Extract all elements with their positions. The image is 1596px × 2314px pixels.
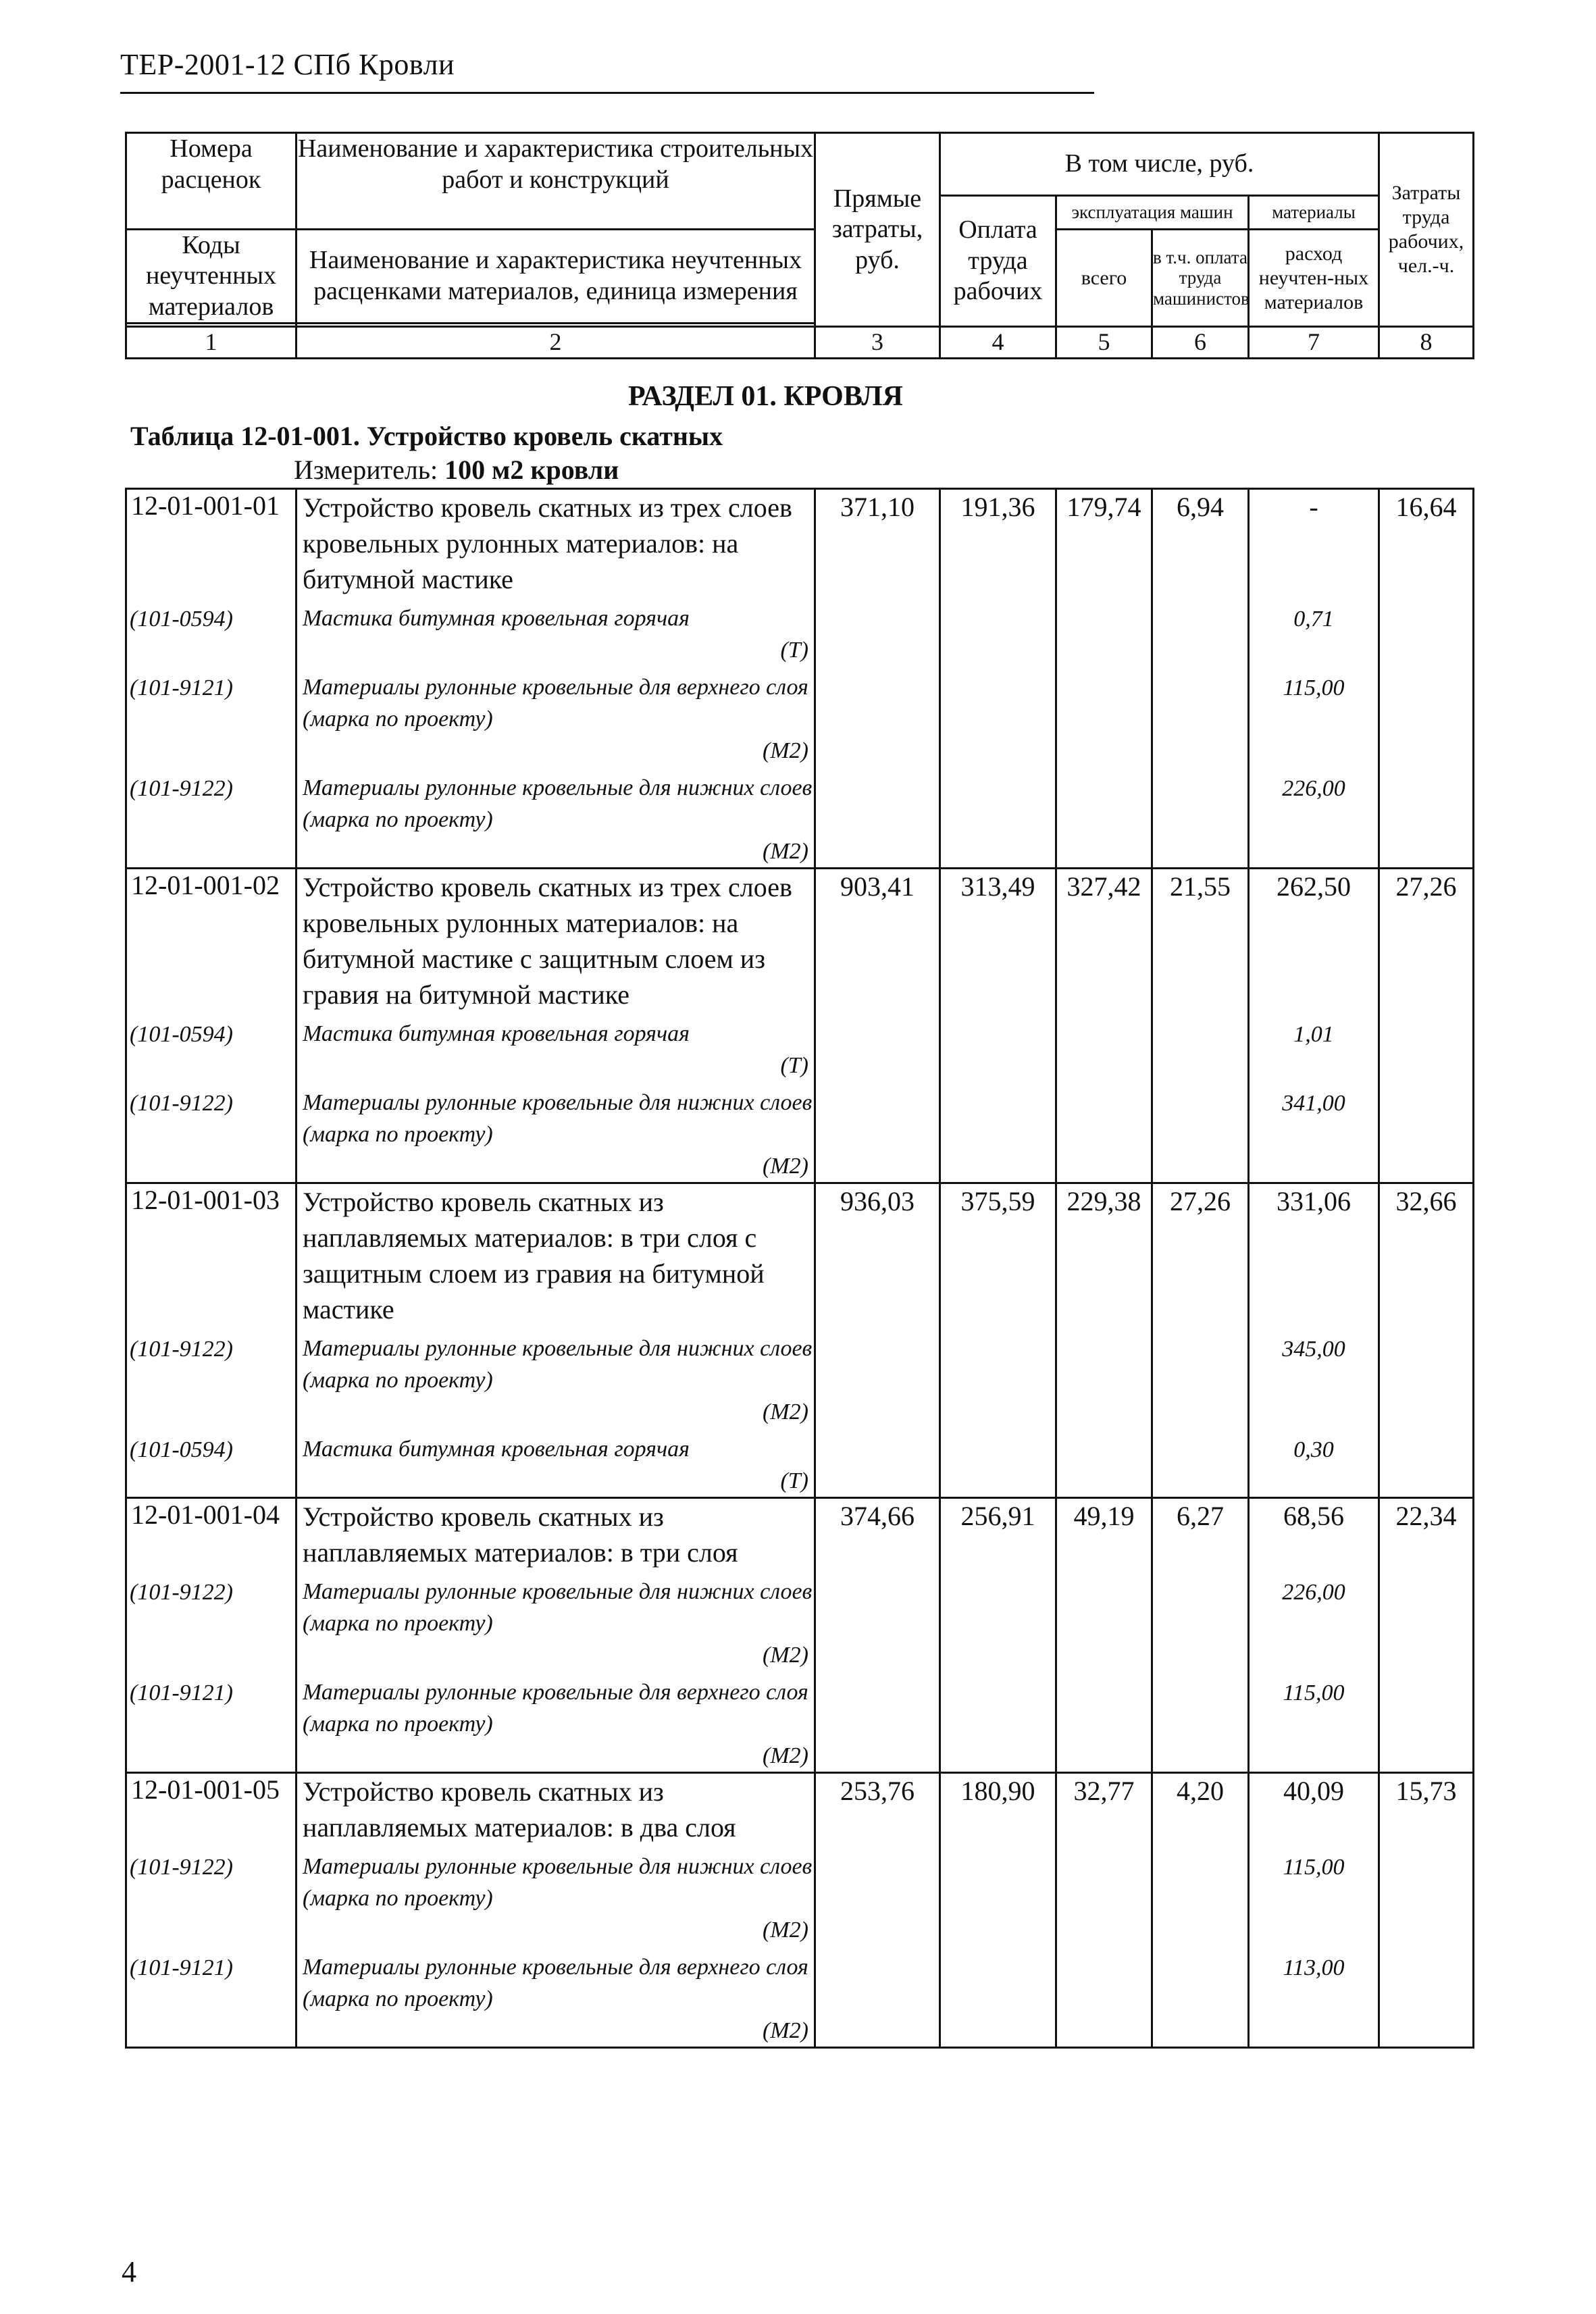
empty-cell (1056, 1570, 1152, 1671)
measure-label: Измеритель: (294, 455, 438, 485)
table-header (125, 132, 1474, 359)
rate-machine-labor: 6,94 (1152, 489, 1249, 598)
rate-labor-hours: 27,26 (1379, 869, 1474, 1013)
rate-row (126, 489, 1474, 598)
material-name-cell (297, 1081, 815, 1183)
header-c1-bottom: Коды неучтенных материалов (126, 229, 297, 324)
empty-cell (815, 666, 940, 767)
rate-row (126, 869, 1474, 1013)
material-name: Материалы рулонные кровельные для верхнего слоя (марка по проекту) (303, 1955, 808, 2011)
material-name-cell (297, 1012, 815, 1081)
empty-cell (940, 1946, 1056, 2048)
empty-cell (815, 1845, 940, 1946)
rate-materials: 262,50 (1249, 869, 1379, 1013)
material-unit: (М2) (763, 1743, 808, 1768)
material-row (126, 1012, 1474, 1081)
material-code: (101-0594) (126, 597, 297, 666)
empty-cell (940, 1327, 1056, 1428)
material-quantity: 115,00 (1249, 1671, 1379, 1773)
material-row (126, 1845, 1474, 1946)
rate-direct-cost: 374,66 (815, 1498, 940, 1571)
empty-cell (815, 1671, 940, 1773)
material-code: (101-9122) (126, 767, 297, 869)
material-quantity: 115,00 (1249, 1845, 1379, 1946)
rate-name: Устройство кровель скатных из наплавляемых материалов: в два слоя (297, 1773, 815, 1846)
material-code: (101-0594) (126, 1428, 297, 1498)
material-name: Материалы рулонные кровельные для нижних слоев (марка по проекту) (303, 775, 813, 832)
empty-cell (1152, 1845, 1249, 1946)
rate-direct-cost: 253,76 (815, 1773, 940, 1846)
rate-machine-labor: 27,26 (1152, 1183, 1249, 1328)
material-row (126, 1327, 1474, 1428)
material-row (126, 666, 1474, 767)
empty-cell (815, 597, 940, 666)
material-code: (101-9122) (126, 1845, 297, 1946)
material-quantity: 113,00 (1249, 1946, 1379, 2048)
material-quantity: 226,00 (1249, 767, 1379, 869)
empty-cell (1152, 1327, 1249, 1428)
material-name-cell (297, 1671, 815, 1773)
material-code: (101-9121) (126, 666, 297, 767)
col-number-4: 4 (940, 327, 1056, 358)
rate-name: Устройство кровель скатных из трех слоев кровельных рулонных материалов: на битумной мастике (297, 489, 815, 598)
material-row (126, 767, 1474, 869)
header-c2-top: Наименование и характеристика строительных работ и конструкций (297, 133, 815, 196)
empty-cell (940, 1845, 1056, 1946)
empty-cell (1056, 1012, 1152, 1081)
header-c5: всего (1056, 229, 1152, 327)
material-name-cell (297, 1327, 815, 1428)
rate-labor-cost: 375,59 (940, 1183, 1056, 1328)
empty-cell (940, 1671, 1056, 1773)
empty-cell (815, 1570, 940, 1671)
empty-cell (1379, 1012, 1474, 1081)
material-name: Материалы рулонные кровельные для верхнего слоя (марка по проекту) (303, 1680, 808, 1737)
header-rule (120, 92, 1094, 94)
empty-cell (1056, 1081, 1152, 1183)
empty-cell (1152, 1570, 1249, 1671)
header-c3: Прямые затраты, руб. (815, 133, 940, 327)
header-c7: расход неучтен-ных материалов (1249, 229, 1379, 327)
rate-labor-hours: 16,64 (1379, 489, 1474, 598)
header-group: В том числе, руб. (940, 133, 1379, 196)
material-code: (101-9122) (126, 1081, 297, 1183)
rate-direct-cost: 936,03 (815, 1183, 940, 1328)
rate-name: Устройство кровель скатных из наплавляемых материалов: в три слоя с защитным слоем из гравия на битумной мастике (297, 1183, 815, 1328)
empty-cell (815, 1327, 940, 1428)
rate-materials: 68,56 (1249, 1498, 1379, 1571)
material-name: Материалы рулонные кровельные для нижних слоев (марка по проекту) (303, 1579, 813, 1636)
empty-cell (1056, 1946, 1152, 2048)
material-name: Материалы рулонные кровельные для нижних слоев (марка по проекту) (303, 1854, 813, 1911)
col-number-5: 5 (1056, 327, 1152, 358)
empty-cell (1152, 1671, 1249, 1773)
rate-row (126, 1183, 1474, 1328)
material-name-cell (297, 767, 815, 869)
rate-labor-cost: 180,90 (940, 1773, 1056, 1846)
header-materials: материалы (1249, 195, 1379, 229)
material-row (126, 1570, 1474, 1671)
empty-cell (1152, 1946, 1249, 2048)
empty-cell (940, 1081, 1056, 1183)
document-header: ТЕР-2001-12 СПб Кровли (120, 48, 455, 81)
material-name: Материалы рулонные кровельные для нижних слоев (марка по проекту) (303, 1090, 813, 1147)
material-unit: (Т) (780, 1468, 808, 1493)
material-row (126, 597, 1474, 666)
material-row (126, 1428, 1474, 1498)
rate-code: 12-01-001-04 (126, 1498, 297, 1571)
material-unit: (М2) (763, 1643, 808, 1668)
empty-cell (1152, 597, 1249, 666)
material-row (126, 1671, 1474, 1773)
empty-cell (940, 1428, 1056, 1498)
rate-code: 12-01-001-01 (126, 489, 297, 598)
material-name-cell (297, 597, 815, 666)
measure-line (294, 454, 619, 486)
empty-cell (940, 767, 1056, 869)
rate-machine-labor: 4,20 (1152, 1773, 1249, 1846)
empty-cell (1056, 1428, 1152, 1498)
rate-labor-cost: 256,91 (940, 1498, 1056, 1571)
col-number-1: 1 (126, 327, 297, 358)
material-unit: (Т) (780, 1053, 808, 1078)
col-number-8: 8 (1379, 327, 1474, 358)
empty-cell (1152, 1012, 1249, 1081)
header-c1-spacer (126, 195, 297, 229)
header-c1-top: Номера расценок (126, 133, 297, 196)
rate-labor-hours: 32,66 (1379, 1183, 1474, 1328)
rate-name: Устройство кровель скатных из трех слоев кровельных рулонных материалов: на битумной мастике с защитным слоем из гравия на битумной мастике (297, 869, 815, 1013)
rate-machine-labor: 21,55 (1152, 869, 1249, 1013)
rate-row (126, 1773, 1474, 1846)
empty-cell (1379, 1946, 1474, 2048)
rate-machine-total: 327,42 (1056, 869, 1152, 1013)
rate-code: 12-01-001-02 (126, 869, 297, 1013)
material-code: (101-9121) (126, 1946, 297, 2048)
table-title: Таблица 12-01-001. Устройство кровель скатных (130, 421, 723, 451)
header-c2-bottom: Наименование и характеристика неучтенных расценками материалов, единица измерения (297, 229, 815, 324)
material-quantity: 345,00 (1249, 1327, 1379, 1428)
page-number: 4 (122, 2255, 136, 2288)
empty-cell (940, 1012, 1056, 1081)
col-number-2: 2 (297, 327, 815, 358)
empty-cell (1056, 597, 1152, 666)
material-quantity: 0,30 (1249, 1428, 1379, 1498)
empty-cell (1379, 1570, 1474, 1671)
rate-materials: - (1249, 489, 1379, 598)
empty-cell (1056, 767, 1152, 869)
material-name-cell (297, 1428, 815, 1498)
empty-cell (1379, 1671, 1474, 1773)
rate-labor-hours: 15,73 (1379, 1773, 1474, 1846)
empty-cell (940, 1570, 1056, 1671)
empty-cell (1056, 666, 1152, 767)
empty-cell (1152, 666, 1249, 767)
material-name-cell (297, 1946, 815, 2048)
header-c8: Затраты труда рабочих, чел.-ч. (1379, 133, 1474, 327)
material-code: (101-9122) (126, 1327, 297, 1428)
rate-row (126, 1498, 1474, 1571)
rate-materials: 40,09 (1249, 1773, 1379, 1846)
empty-cell (940, 666, 1056, 767)
empty-cell (815, 767, 940, 869)
empty-cell (1152, 1428, 1249, 1498)
header-c6: в т.ч. оплата труда машинистов (1152, 229, 1249, 327)
empty-cell (815, 1081, 940, 1183)
rate-machine-total: 179,74 (1056, 489, 1152, 598)
rate-name: Устройство кровель скатных из наплавляемых материалов: в три слоя (297, 1498, 815, 1571)
rate-machine-total: 49,19 (1056, 1498, 1152, 1571)
material-quantity: 1,01 (1249, 1012, 1379, 1081)
col-number-7: 7 (1249, 327, 1379, 358)
material-code: (101-0594) (126, 1012, 297, 1081)
header-c4: Оплата труда рабочих (940, 195, 1056, 327)
material-quantity: 0,71 (1249, 597, 1379, 666)
material-name-cell (297, 666, 815, 767)
material-unit: (М2) (763, 1918, 808, 1943)
rate-labor-cost: 313,49 (940, 869, 1056, 1013)
measure-value: 100 м2 кровли (444, 455, 619, 485)
rates-table (125, 488, 1474, 2049)
rate-labor-cost: 191,36 (940, 489, 1056, 598)
empty-cell (940, 597, 1056, 666)
empty-cell (1056, 1671, 1152, 1773)
material-name-cell (297, 1845, 815, 1946)
rate-direct-cost: 903,41 (815, 869, 940, 1013)
material-name: Материалы рулонные кровельные для нижних слоев (марка по проекту) (303, 1336, 813, 1393)
material-name: Материалы рулонные кровельные для верхнего слоя (марка по проекту) (303, 675, 808, 731)
material-name: Мастика битумная кровельная горячая (303, 606, 690, 631)
col-number-6: 6 (1152, 327, 1249, 358)
rate-machine-labor: 6,27 (1152, 1498, 1249, 1571)
material-quantity: 341,00 (1249, 1081, 1379, 1183)
rate-code: 12-01-001-05 (126, 1773, 297, 1846)
empty-cell (1152, 767, 1249, 869)
material-name: Мастика битумная кровельная горячая (303, 1437, 690, 1462)
empty-cell (815, 1012, 940, 1081)
header-machines: эксплуатация машин (1056, 195, 1249, 229)
material-row (126, 1946, 1474, 2048)
material-code: (101-9122) (126, 1570, 297, 1671)
empty-cell (815, 1946, 940, 2048)
material-unit: (М2) (763, 1154, 808, 1179)
rate-direct-cost: 371,10 (815, 489, 940, 598)
material-unit: (Т) (780, 638, 808, 663)
material-code: (101-9121) (126, 1671, 297, 1773)
empty-cell (1379, 767, 1474, 869)
rate-machine-total: 32,77 (1056, 1773, 1152, 1846)
empty-cell (1379, 666, 1474, 767)
col-number-3: 3 (815, 327, 940, 358)
empty-cell (1379, 1845, 1474, 1946)
rate-machine-total: 229,38 (1056, 1183, 1152, 1328)
empty-cell (815, 1428, 940, 1498)
empty-cell (1379, 1327, 1474, 1428)
section-title: РАЗДЕЛ 01. КРОВЛЯ (628, 381, 903, 412)
empty-cell (1379, 597, 1474, 666)
empty-cell (1056, 1845, 1152, 1946)
material-name-cell (297, 1570, 815, 1671)
material-row (126, 1081, 1474, 1183)
rate-labor-hours: 22,34 (1379, 1498, 1474, 1571)
header-c2-spacer (297, 195, 815, 229)
material-unit: (М2) (763, 738, 808, 763)
empty-cell (1379, 1081, 1474, 1183)
empty-cell (1152, 1081, 1249, 1183)
material-unit: (М2) (763, 2018, 808, 2043)
material-quantity: 226,00 (1249, 1570, 1379, 1671)
empty-cell (1379, 1428, 1474, 1498)
material-quantity: 115,00 (1249, 666, 1379, 767)
rate-materials: 331,06 (1249, 1183, 1379, 1328)
material-name: Мастика битумная кровельная горячая (303, 1021, 690, 1046)
material-unit: (М2) (763, 839, 808, 864)
material-unit: (М2) (763, 1399, 808, 1424)
rate-code: 12-01-001-03 (126, 1183, 297, 1328)
empty-cell (1056, 1327, 1152, 1428)
